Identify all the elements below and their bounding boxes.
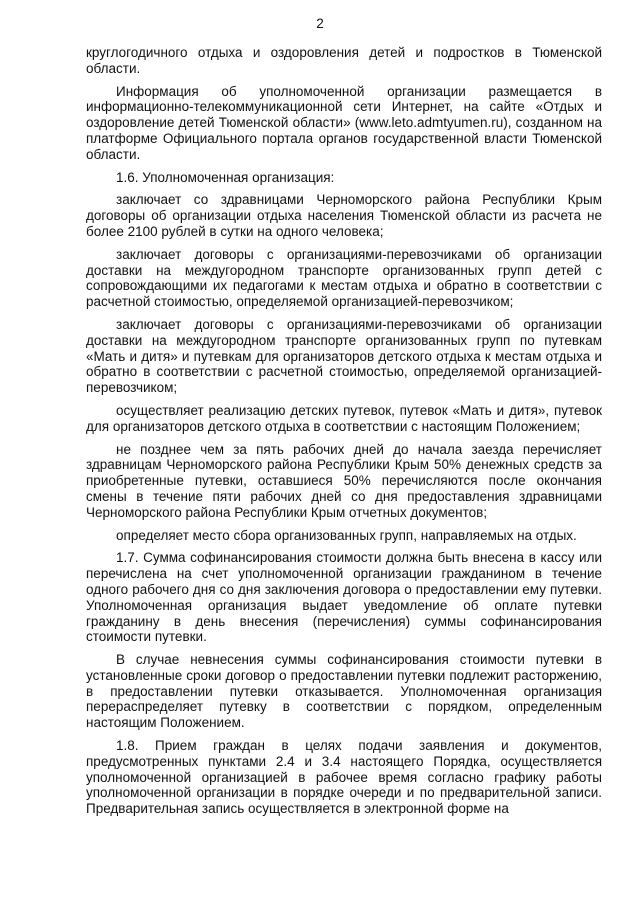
paragraph-contracts-carriers-mother-child: заключает договоры с организациями-перевозчиками об организации доставки на междугородном транспорте организованных групп по путевкам «Мать и дитя» и путевкам для организаторов детского отдыха к местам отдыха и обратно в соответствии с расчетной стоимостью, определяемой организацией-перевозчиком; bbox=[86, 316, 602, 396]
paragraph-gathering-place: определяет место сбора организованных групп, направляемых на отдых. bbox=[116, 527, 577, 543]
paragraph-sells-vouchers: осуществляет реализацию детских путевок, путевок «Мать и дитя», путевок для организаторов детского отдыха в соответствии с настоящим Положением; bbox=[86, 402, 602, 434]
paragraph-contracts-carriers-children: заключает договоры с организациями-перевозчиками об организации доставки на междугородном транспорте организованных групп детей с сопровождающими их педагогами к местам отдыха и обратно в соответствии с расчетной стоимостью, определяемой организацией-перевозчиком; bbox=[86, 246, 602, 310]
paragraph-section-1-7: 1.7. Сумма софинансирования стоимости должна быть внесена в кассу или перечислена на счет уполномоченной организации гражданином в течение одного рабочего дня со дня заключения договора о предоставлении ему путевки. Уполномоченная организация выдает уведомление об оплате путевки гражданину в день внесения (перечисления) суммы софинансирования стоимости путевки. bbox=[86, 550, 602, 645]
paragraph-info-website: Информация об уполномоченной организации размещается в информационно-телекоммуникационной сети Интернет, на сайте «Отдых и оздоровление детей Тюменской области» (www.leto.admtyumen.ru), созданном на платформе Официального портала органов государственной власти Тюменской области. bbox=[86, 83, 602, 162]
page-number: 2 bbox=[316, 16, 324, 31]
paragraph-continuation: круглогодичного отдыха и оздоровления детей и подростков в Тюменской области. bbox=[86, 45, 602, 76]
paragraph-contracts-resorts: заключает со здравницами Черноморского района Республики Крым договоры об организации отдыха населения Тюменской области из расчета не более 2100 рублей в сутки на одного человека; bbox=[86, 192, 602, 239]
paragraph-payment-terms: не позднее чем за пять рабочих дней до начала заезда перечисляет здравницам Черноморского района Республики Крым 50% денежных средств за приобретенные путевки, оставшиеся 50% перечисляются после окончания смены в течение пяти рабочих дней со дня предоставления здравницами Черноморского района Республики Крым отчетных документов; bbox=[86, 441, 602, 520]
document-body bbox=[86, 45, 602, 823]
paragraph-non-payment: В случае невнесения суммы софинансирования стоимости путевки в установленные сроки договор о предоставлении путевки подлежит расторжению, в предоставлении путевки отказывается. Уполномоченная организация перераспределяет путевку в соответствии с порядком, определенным настоящим Положением. bbox=[86, 652, 602, 731]
paragraph-section-1-8: 1.8. Прием граждан в целях подачи заявления и документов, предусмотренных пунктами 2.4 и 3.4 настоящего Порядка, осуществляется уполномоченной организацией в рабочее время согласно графику работы уполномоченной организации в порядке очереди и по предварительной записи. Предварительная запись осуществляется в электронной форме на bbox=[86, 738, 602, 817]
paragraph-section-1-6-heading: 1.6. Уполномоченная организация: bbox=[116, 169, 335, 185]
